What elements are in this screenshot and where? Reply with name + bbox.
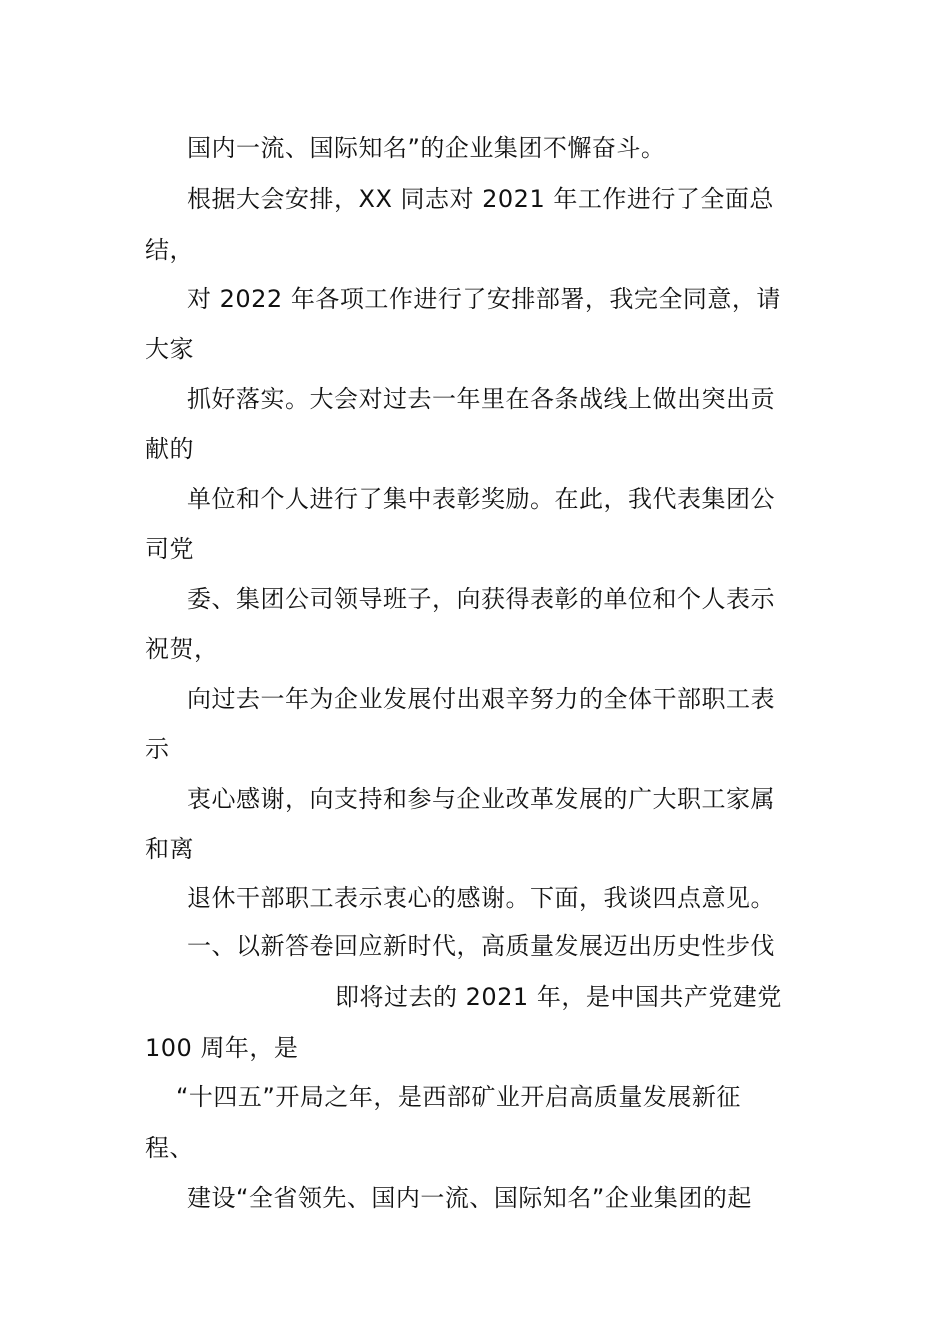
text-line: 大家 <box>145 335 194 363</box>
text-line: 衷心感谢，向支持和参与企业改革发展的广大职工家属 <box>187 785 775 813</box>
text-line: 建设“全省领先、国内一流、国际知名”企业集团的起 <box>187 1184 752 1212</box>
text-line: “十四五”开局之年，是西部矿业开启高质量发展新征 <box>176 1083 741 1111</box>
text-line: 对 2022 年各项工作进行了安排部署，我完全同意，请 <box>187 285 781 313</box>
text-line: 单位和个人进行了集中表彰奖励。在此，我代表集团公 <box>187 485 775 513</box>
text-line: 和离 <box>145 835 194 863</box>
text-line: 司党 <box>145 535 194 563</box>
text-line: 根据大会安排，XX 同志对 2021 年工作进行了全面总 <box>187 185 774 213</box>
text-line: 示 <box>145 735 170 763</box>
section-heading: 一、以新答卷回应新时代，高质量发展迈出历史性步伐 <box>187 932 775 960</box>
text-line: 抓好落实。大会对过去一年里在各条战线上做出突出贡 <box>187 385 775 413</box>
text-line: 祝贺， <box>145 635 219 663</box>
text-line: 委、集团公司领导班子，向获得表彰的单位和个人表示 <box>187 585 775 613</box>
text-line: 100 周年，是 <box>145 1034 299 1062</box>
text-line: 向过去一年为企业发展付出艰辛努力的全体干部职工表 <box>187 685 775 713</box>
text-line: 程、 <box>145 1134 194 1162</box>
text-line: 献的 <box>145 435 194 463</box>
text-line: 结， <box>145 236 194 264</box>
text-line: 即将过去的 2021 年，是中国共产党建党 <box>335 983 782 1011</box>
text-line: 国内一流、国际知名”的企业集团不懈奋斗。 <box>187 134 666 162</box>
text-line: 退休干部职工表示衷心的感谢。下面，我谈四点意见。 <box>187 884 775 912</box>
